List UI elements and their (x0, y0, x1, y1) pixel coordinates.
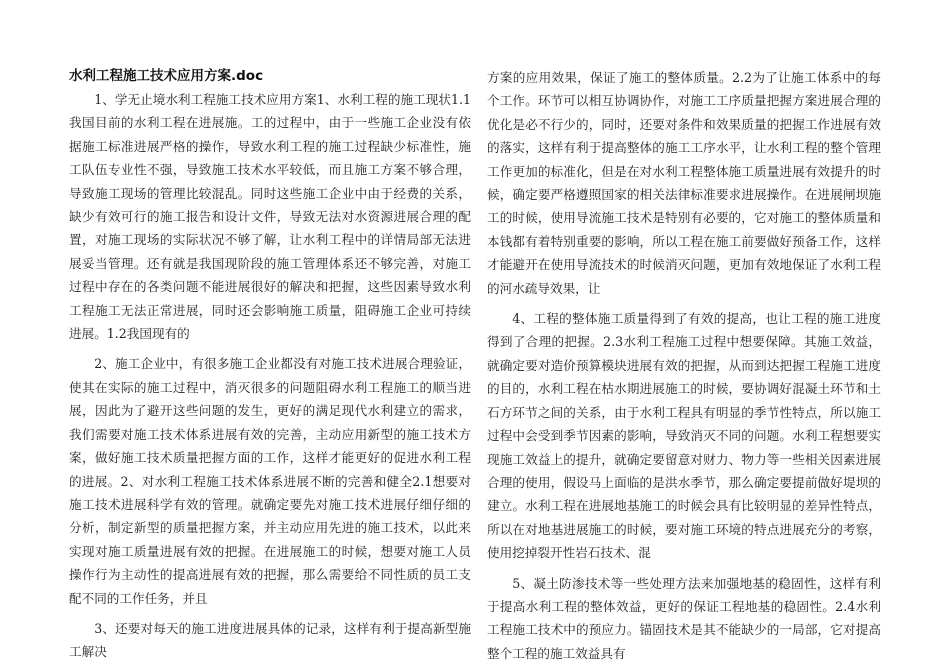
paragraph: 5、凝土防渗技术等一些处理方法来加强地基的稳固性，这样有利于提高水利工程的整体效益，更好的保证工程地基的稳固性。2.4水利工程施工技术中的预应力。锚固技术是其不能缺少的一局部，它对提高整个工程的施工效益具有 (487, 575, 881, 661)
right-column (487, 66, 881, 672)
paragraph: 1、学无止境水利工程施工技术应用方案1、水利工程的施工现状1.1我国目前的水利工程在进展施。工的过程中，由于一些施工企业没有依据施工标准进展严格的操作，导致水利工程的施工过程缺少标准性，施工队伍专业性不强，导致施工技术水平较低，而且施工方案不够合理，导致施工现场的管理比较混乱。同时这些施工企业中由于经费的关系，缺少有效可行的施工报告和设计文件，导致无法对水资源进展合理的配置，对施工现场的实际状况不够了解，让水利工程中的详情局部无法进展妥当管理。还有就是我国现阶段的施工管理体系还不够完善，对施工过程中存在的各类问题不能进展很好的解决和把握，这些因素导致水利工程施工无法正常进展，同时还会影响施工质量，阻碍施工企业可持续进展。1.2我国现有的 (69, 92, 471, 342)
left-column (69, 66, 471, 671)
paragraph: 3、还要对每天的施工进度进展具体的记录，这样有利于提高新型施工解决 (69, 620, 471, 660)
document-title: 水利工程施工技术应用方案.doc (69, 68, 264, 84)
paragraph: 2、施工企业中，有很多施工企业都没有对施工技术进展合理验证，使其在实际的施工过程中，消灭很多的问题阻碍水利工程施工的顺当进展，因此为了避开这些问题的发生，更好的满足现代水利建立的需求，我们需要对施工技术体系进展有效的完善，主动应用新型的施工技术方案，做好施工技术质量把握方面的工作，这样才能更好的促进水利工程的进展。2、对水利工程施工技术体系进展不断的完善和健全2.1想要对施工技术进展科学有效的管理。就确定要先对施工技术进展仔细仔细的分析，制定新型的质量把握方案，并主动应用先进的施工技术，以此来实现对施工质量进展有效的把握。在进展施工的时候，想要对施工人员操作行为主动性的提高进展有效的把握，那么需要给不同性质的员工支配不同的工作任务，并且 (69, 356, 471, 606)
paragraph-continued: 方案的应用效果，保证了施工的整体质量。2.2为了让施工体系中的每个工作。环节可以相互协调协作，对施工工序质量把握方案进展合理的优化是必不行少的，同时，还要对条件和效果质量的把握工作进展有效的落实，这样有利于提高整体的施工工序水平，让水利工程的整个管理工作更加的标准化，但是在对水利工程整体施工质量进展有效提升的时候，确定要严格遵照国家的相关法律标准要求进展操作。在进展闸坝施工的时候，使用导流施工技术是特别有必要的，它对施工的整体质量和本钱都有着特别重要的影响，所以工程在施工前要做好预备工作，这样才能避开在使用导流技术的时候消灭问题，更加有效地保证了水利工程的河水疏导效果，让 (487, 70, 881, 296)
paragraph: 4、工程的整体施工质量得到了有效的提高，也让工程的施工进度得到了合理的把握。2.3水利工程施工过程中想要保障。其施工效益，就确定要对造价预算模块进展有效的把握，从而到达把握工程施工进度的目的，水利工程在枯水期进展施工的时候，要协调好混凝土环节和土石方环节之间的关系，由于水利工程具有明显的季节性特点，所以施工过程中会受到季节因素的影响，导致消灭不同的问题。水利工程想要实现施工效益上的提升，就确定要留意对财力、物力等一些相关因素进展合理的使用，假设马上面临的是洪水季节，那么确定要提前做好堤坝的建立。水利工程在进展地基施工的时候会具有比较明显的差异性特点，所以在对地基进展施工的时候，要对施工环境的特点进展充分的考察，使用挖掉裂开性岩石技术、混 (487, 311, 881, 561)
